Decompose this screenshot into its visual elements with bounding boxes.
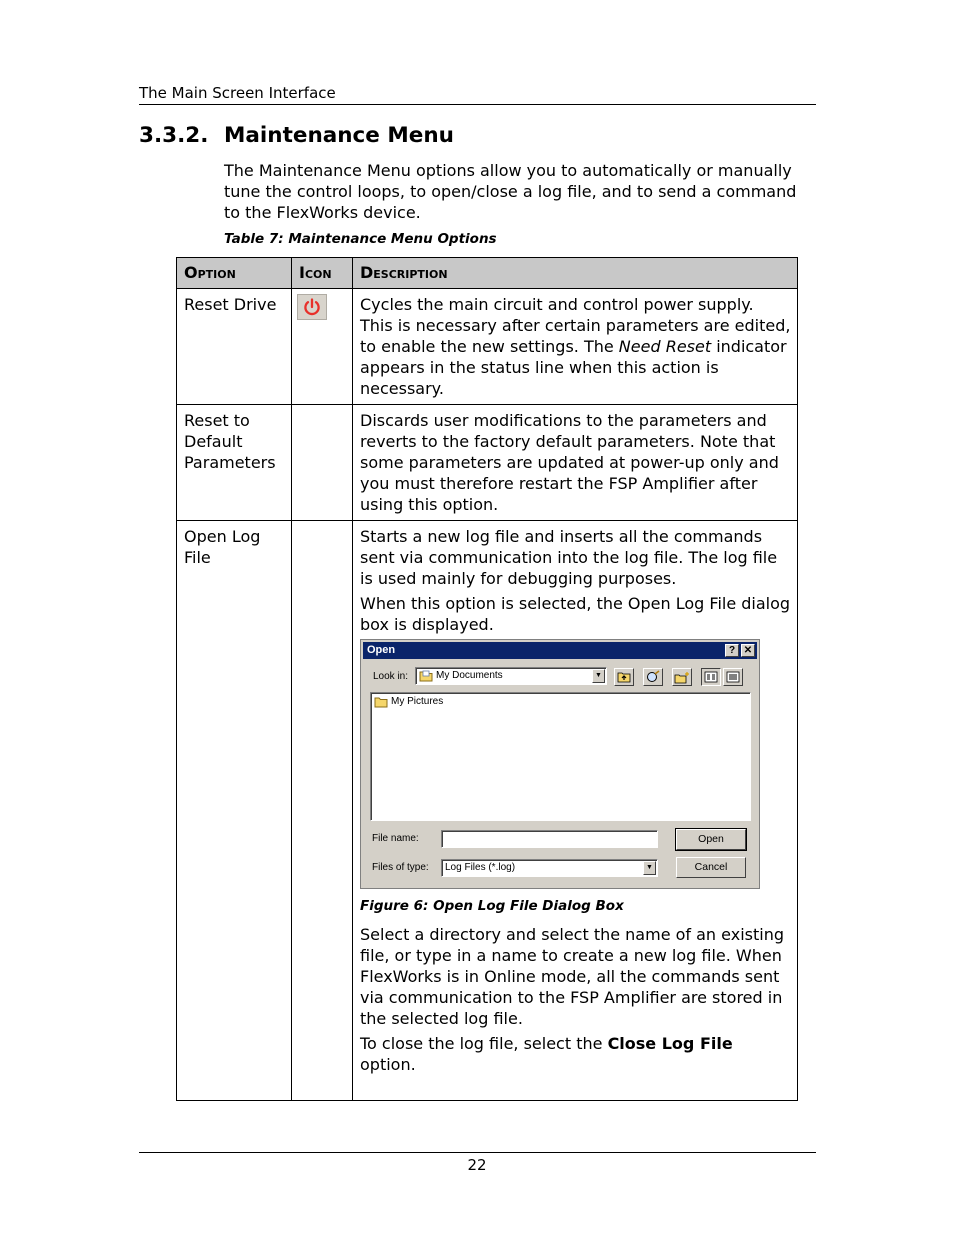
close-log-text: To close the log file, select the (360, 1034, 608, 1053)
files-of-type-value: Log Files (*.log) (445, 862, 516, 873)
header-icon: Icon (292, 258, 353, 289)
need-reset-emphasis: Need Reset (618, 337, 712, 356)
folder-icon (374, 696, 389, 708)
table-caption: Table 7: Maintenance Menu Options (224, 231, 497, 247)
list-item[interactable] (374, 696, 443, 708)
icon-cell (292, 289, 353, 405)
description-text: Cycles the main circuit and control power supply. This is necessary after certain parameters are edited, to enable the new settings. The (360, 295, 791, 356)
option-cell: Reset to Default Parameters (177, 405, 292, 521)
look-in-label: Look in: (373, 671, 409, 682)
description-paragraph (360, 1033, 791, 1075)
table-row (177, 289, 798, 405)
search-web-button[interactable] (643, 668, 663, 686)
icon-cell (292, 521, 353, 1101)
option-cell: Reset Drive (177, 289, 292, 405)
description-cell (353, 521, 798, 1101)
section-title-text: Maintenance Menu (224, 123, 454, 148)
footer-rule (139, 1152, 816, 1153)
description-paragraph: Starts a new log file and inserts all the commands sent via communication into the log file. The log file is used mainly for debugging purposes. (360, 527, 778, 588)
description-paragraph: When this option is selected, the Open Log File dialog box is displayed. (360, 594, 791, 634)
file-name-label: File name: (372, 833, 419, 844)
file-name-input[interactable] (441, 830, 658, 848)
running-header: The Main Screen Interface (139, 84, 816, 105)
section-number: 3.3.2. (139, 123, 209, 148)
cancel-button[interactable]: Cancel (676, 857, 746, 878)
up-folder-icon (617, 671, 631, 683)
files-of-type-dropdown[interactable] (441, 859, 658, 877)
table-row (177, 521, 798, 1101)
figure-caption: Figure 6: Open Log File Dialog Box (360, 898, 624, 914)
chevron-down-icon[interactable]: ▼ (592, 669, 605, 683)
section-title (139, 122, 454, 150)
view-list-button[interactable] (701, 668, 721, 686)
dialog-titlebar (363, 642, 757, 659)
chevron-down-icon[interactable]: ▼ (643, 861, 656, 875)
open-log-file-dialog (360, 639, 760, 889)
view-details-button[interactable] (723, 668, 743, 686)
description-text-end: indicator appears in the status line when this action is necessary. (360, 337, 787, 398)
new-folder-button[interactable] (672, 668, 692, 686)
up-folder-button[interactable] (614, 668, 634, 686)
intro-paragraph: The Maintenance Menu options allow you to automatically or manually tune the control loops, to open/close a log file, and to send a command to the FlexWorks device. (224, 161, 797, 222)
file-list[interactable] (370, 692, 751, 821)
page-number: 22 (467, 1156, 487, 1174)
power-icon (297, 294, 327, 320)
header-description: Description (353, 258, 798, 289)
option-cell: Open Log File (177, 521, 292, 1101)
look-in-dropdown[interactable] (415, 667, 607, 685)
table-row (177, 405, 798, 521)
maintenance-options-table (176, 257, 798, 1101)
close-log-text-end: option. (360, 1055, 416, 1074)
open-button[interactable]: Open (676, 829, 746, 850)
search-web-icon (646, 670, 660, 684)
my-documents-folder-icon (419, 670, 434, 682)
table-header-row (177, 258, 798, 289)
dialog-title: Open (367, 644, 396, 656)
help-button[interactable]: ? (725, 644, 739, 657)
list-view-icon (704, 671, 718, 683)
description-cell (353, 289, 798, 405)
description-cell: Discards user modifications to the parameters and reverts to the factory default parameters. Note that some parameters are updated at power-up only and you must therefore restart the FSP Amplifier after using this option. (353, 405, 798, 521)
description-paragraph: Select a directory and select the name of an existing file, or type in a name to create a new log file. When FlexWorks is in Online mode, all the commands sent via communication to the FSP Amplifier are stored in the selected log file. (360, 925, 784, 1028)
look-in-value: My Documents (436, 670, 503, 681)
files-of-type-label: Files of type: (372, 862, 429, 873)
folder-name: My Pictures (391, 696, 444, 707)
close-button[interactable]: ✕ (741, 644, 755, 657)
header-option: Option (177, 258, 292, 289)
close-log-file-bold: Close Log File (607, 1034, 733, 1053)
icon-cell (292, 405, 353, 521)
new-folder-icon (674, 671, 690, 684)
details-view-icon (726, 671, 740, 683)
